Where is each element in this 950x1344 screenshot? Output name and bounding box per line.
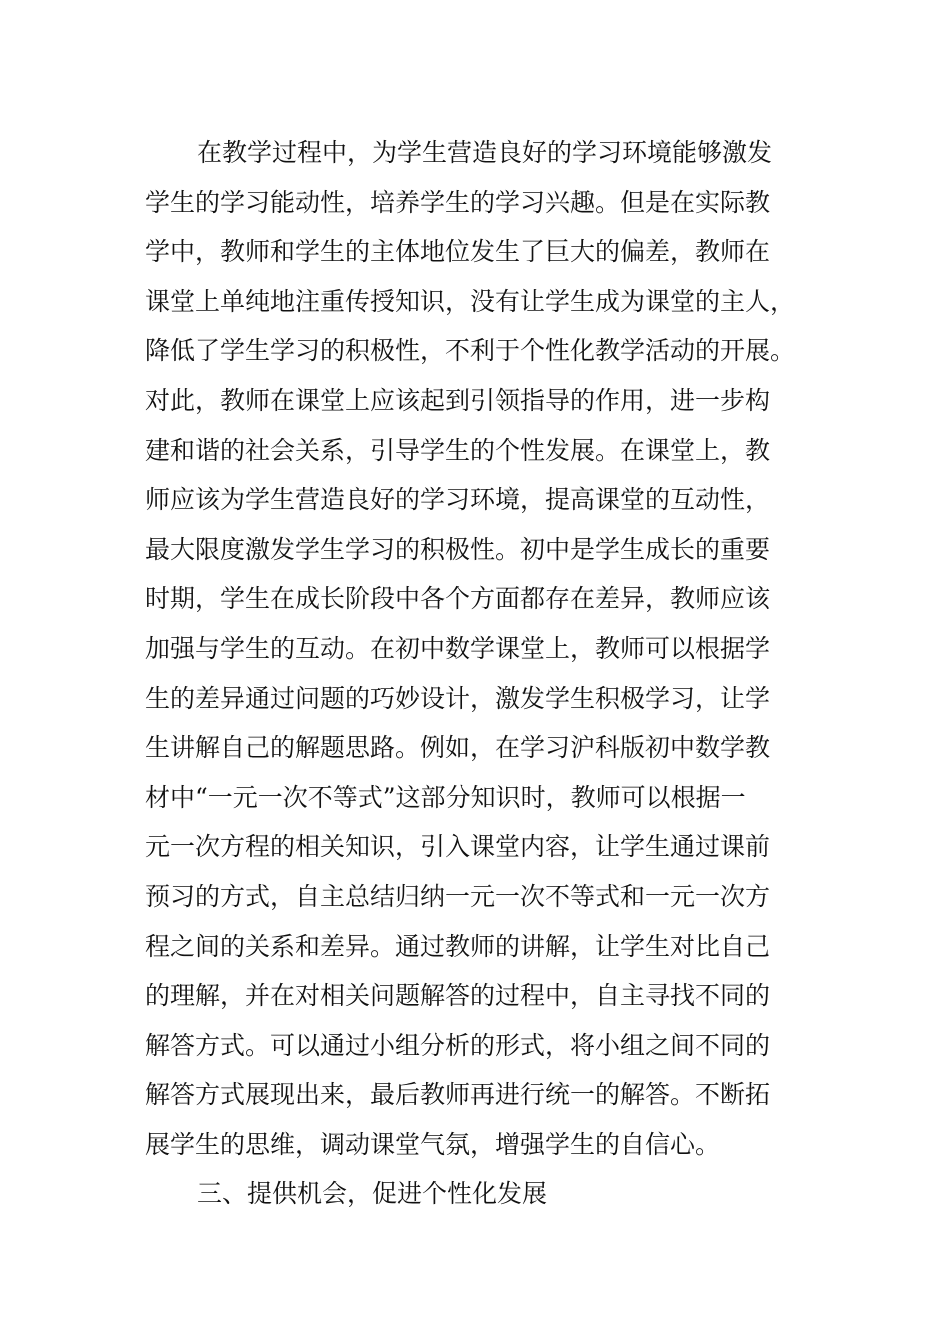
paragraph-line: 生讲解自己的解题思路。例如，在学习沪科版初中数学教	[145, 733, 771, 763]
paragraph-line: 程之间的关系和差异。通过教师的讲解，让学生对比自己	[145, 931, 771, 961]
paragraph-line: 展学生的思维，调动课堂气氛，增强学生的自信心。	[145, 1129, 721, 1159]
body-text	[145, 128, 805, 1219]
paragraph-line: 学中，教师和学生的主体地位发生了巨大的偏差，教师在	[145, 237, 771, 267]
paragraph-line: 的理解，并在对相关问题解答的过程中，自主寻找不同的	[145, 981, 771, 1011]
paragraph-line: 对此，教师在课堂上应该起到引领指导的作用，进一步构	[145, 385, 771, 415]
paragraph-line: 解答方式展现出来，最后教师再进行统一的解答。不断拓	[145, 1080, 771, 1110]
paragraph-line: 师应该为学生营造良好的学习环境，提高课堂的互动性，	[145, 485, 771, 515]
paragraph-line: 预习的方式，自主总结归纳一元一次不等式和一元一次方	[145, 881, 771, 911]
paragraph-line: 在教学过程中，为学生营造良好的学习环境能够激发	[197, 138, 773, 167]
paragraph-line: 元一次方程的相关知识，引入课堂内容，让学生通过课前	[145, 832, 771, 862]
paragraph-line: 材中“一元一次不等式”这部分知识时，教师可以根据一	[145, 782, 746, 812]
paragraph-line: 建和谐的社会关系，引导学生的个性发展。在课堂上，教	[145, 435, 771, 465]
paragraph-line: 最大限度激发学生学习的积极性。初中是学生成长的重要	[145, 534, 771, 564]
paragraph-line: 降低了学生学习的积极性，不利于个性化教学活动的开展。	[145, 336, 796, 366]
paragraph-line: 时期，学生在成长阶段中各个方面都存在差异，教师应该	[145, 584, 771, 614]
paragraph-line: 生的差异通过问题的巧妙设计，激发学生积极学习，让学	[145, 683, 771, 713]
paragraph-line: 课堂上单纯地注重传授知识，没有让学生成为课堂的主人，	[145, 286, 796, 316]
paragraph-line: 解答方式。可以通过小组分析的形式，将小组之间不同的	[145, 1030, 771, 1060]
section-heading: 三、提供机会，促进个性化发展	[197, 1179, 548, 1209]
paragraph-line: 学生的学习能动性，培养学生的学习兴趣。但是在实际教	[145, 187, 771, 217]
paragraph-line: 加强与学生的互动。在初中数学课堂上，教师可以根据学	[145, 633, 771, 663]
